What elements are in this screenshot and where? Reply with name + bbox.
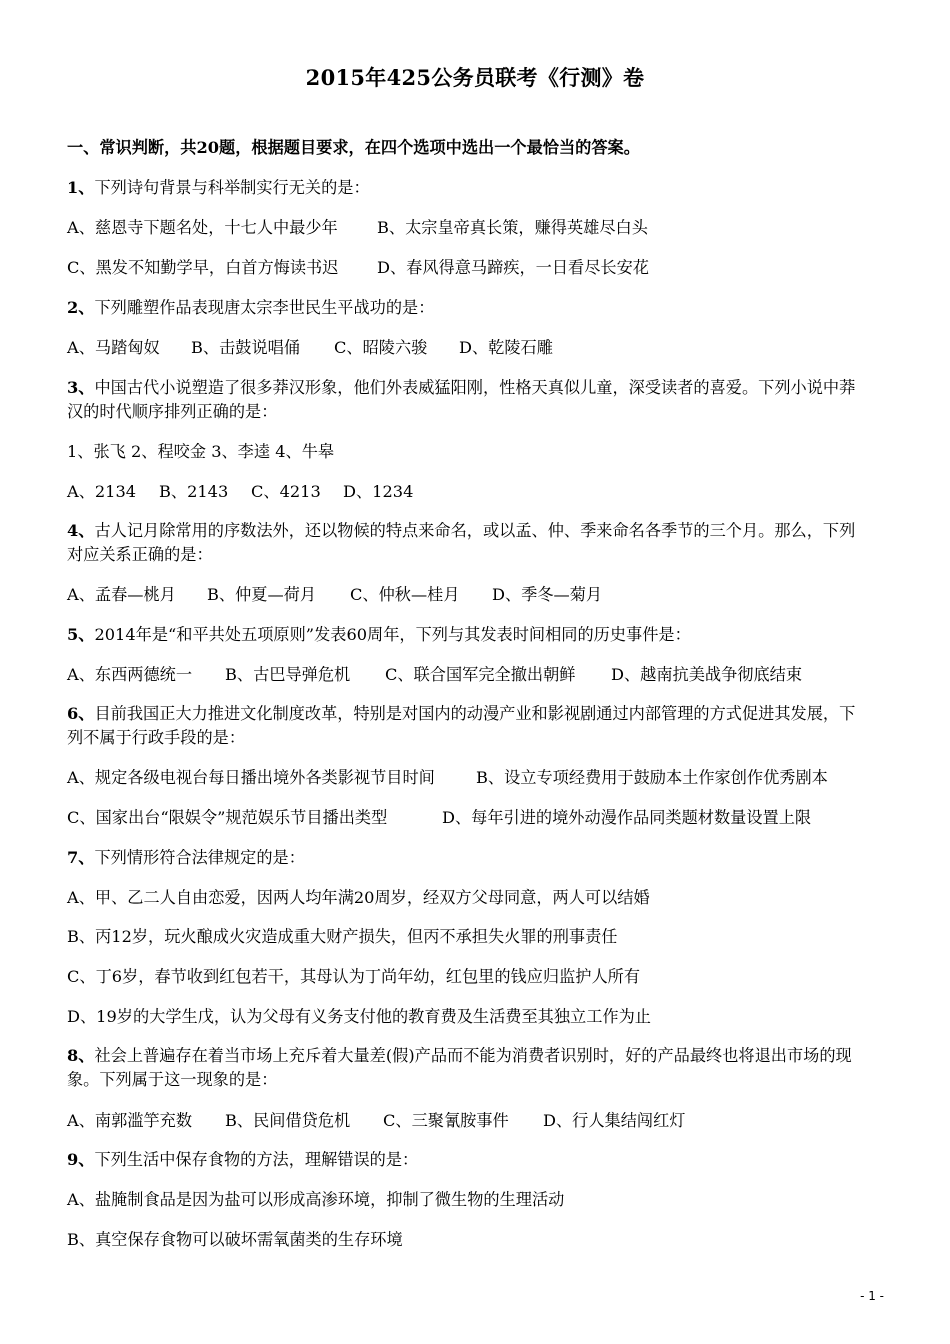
question-6 <box>67 701 885 727</box>
question-1-options-row1 <box>67 215 885 241</box>
question-4-line2: 对应关系正确的是： <box>67 545 213 564</box>
option-d: D、春风得意马蹄疾，一日看尽长安花 <box>377 258 649 277</box>
question-text: 下列诗句背景与科举制实行无关的是： <box>94 178 370 197</box>
option-c: C、国家出台“限娱令”规范娱乐节目播出类型 <box>67 808 388 827</box>
question-text: 下列情形符合法律规定的是： <box>94 848 305 867</box>
question-number: 8、 <box>67 1046 95 1065</box>
option-c: C、仲秋—桂月 <box>350 585 460 604</box>
question-3-options <box>67 479 885 505</box>
option-b: B、民间借贷危机 <box>225 1111 351 1130</box>
question-5 <box>67 622 885 648</box>
question-text-line1: 目前我国正大力推进文化制度改革，特别是对国内的动漫产业和影视剧通过内部管理的方式促进其发展，下 <box>94 704 856 723</box>
question-number: 2、 <box>67 298 95 317</box>
option-b: B、真空保存食物可以破坏需氧菌类的生存环境 <box>67 1230 403 1249</box>
option-a: A、2134 <box>67 482 137 501</box>
option-a: A、东西两德统一 <box>67 665 193 684</box>
option-b: B、设立专项经费用于鼓励本土作家创作优秀剧本 <box>476 768 828 787</box>
option-d: D、19岁的大学生戊，认为父母有义务支付他的教育费及生活费至其独立工作为止 <box>67 1007 651 1026</box>
option-c: C、4213 <box>251 482 321 501</box>
question-3-list: 1、张飞 2、程咬金 3、李逵 4、牛皋 <box>67 442 335 461</box>
question-8-options <box>67 1108 885 1134</box>
option-d: D、1234 <box>343 482 414 501</box>
option-a: A、马踏匈奴 <box>67 338 160 357</box>
question-text-line1: 社会上普遍存在着当市场上充斥着大量差(假)产品而不能为消费者识别时，好的产品最终也将退出市场的现 <box>94 1046 852 1065</box>
question-2 <box>67 295 885 321</box>
question-number: 5、 <box>67 625 95 644</box>
option-b: B、丙12岁，玩火酿成火灾造成重大财产损失，但丙不承担失火罪的刑事责任 <box>67 927 618 946</box>
option-a: A、慈恩寺下题名处，十七人中最少年 <box>67 218 338 237</box>
question-6-options-row1 <box>67 765 885 791</box>
question-1 <box>67 175 885 201</box>
question-7 <box>67 845 885 871</box>
question-number: 1、 <box>67 178 95 197</box>
question-number: 7、 <box>67 848 95 867</box>
question-text: 2014年是“和平共处五项原则”发表60周年，下列与其发表时间相同的历史事件是： <box>94 625 691 644</box>
option-b: B、仲夏—荷月 <box>207 585 317 604</box>
question-6-options-row2 <box>67 805 885 831</box>
option-c: C、三聚氰胺事件 <box>383 1111 509 1130</box>
option-c: C、丁6岁，春节收到红包若干，其母认为丁尚年幼，红包里的钱应归监护人所有 <box>67 967 641 986</box>
option-b: B、击鼓说唱俑 <box>191 338 301 357</box>
question-number: 9、 <box>67 1150 95 1169</box>
question-4-options <box>67 582 885 608</box>
option-d: D、乾陵石雕 <box>459 338 553 357</box>
option-b: B、太宗皇帝真长策，赚得英雄尽白头 <box>377 218 648 237</box>
question-5-options <box>67 662 885 688</box>
question-number: 3、 <box>67 378 95 397</box>
question-1-options-row2 <box>67 255 885 281</box>
question-text-line1: 古人记月除常用的序数法外，还以物候的特点来命名，或以孟、仲、季来命名各季节的三个月。那么，下列 <box>94 521 856 540</box>
question-8 <box>67 1043 885 1069</box>
option-a: A、南郭滥竽充数 <box>67 1111 193 1130</box>
option-b: B、2143 <box>159 482 229 501</box>
option-a: A、规定各级电视台每日播出境外各类影视节目时间 <box>67 768 435 787</box>
option-c: C、昭陵六骏 <box>334 338 428 357</box>
question-number: 6、 <box>67 704 95 723</box>
question-3 <box>67 375 885 401</box>
option-d: D、每年引进的境外动漫作品同类题材数量设置上限 <box>442 808 812 827</box>
option-d: D、越南抗美战争彻底结束 <box>611 665 803 684</box>
question-text: 下列雕塑作品表现唐太宗李世民生平战功的是： <box>94 298 435 317</box>
option-a: A、甲、乙二人自由恋爱，因两人均年满20周岁，经双方父母同意，两人可以结婚 <box>67 888 650 907</box>
page-title: 2015年425公务员联考《行测》卷 <box>305 65 645 90</box>
option-c: C、联合国军完全撤出朝鲜 <box>385 665 576 684</box>
option-d: D、行人集结闯红灯 <box>543 1111 686 1130</box>
option-d: D、季冬—菊月 <box>492 585 603 604</box>
option-c: C、黑发不知勤学早，白首方悔读书迟 <box>67 258 339 277</box>
question-4 <box>67 518 885 544</box>
section-heading: 一、常识判断，共20题，根据题目要求，在四个选项中选出一个最恰当的答案。 <box>67 138 640 157</box>
question-6-line2: 列不属于行政手段的是： <box>67 728 246 747</box>
question-9 <box>67 1147 885 1173</box>
question-2-options <box>67 335 885 361</box>
question-8-line2: 象。下列属于这一现象的是： <box>67 1070 278 1089</box>
page-number: - 1 - <box>860 1289 884 1303</box>
option-a: A、孟春—桃月 <box>67 585 176 604</box>
question-number: 4、 <box>67 521 95 540</box>
option-b: B、古巴导弹危机 <box>225 665 351 684</box>
question-3-line2: 汉的时代顺序排列正确的是： <box>67 402 278 421</box>
option-a: A、盐腌制食品是因为盐可以形成高渗环境，抑制了微生物的生理活动 <box>67 1190 565 1209</box>
question-text-line1: 中国古代小说塑造了很多莽汉形象，他们外表威猛阳刚，性格天真似儿童，深受读者的喜爱。下列小说中莽 <box>94 378 856 397</box>
question-text: 下列生活中保存食物的方法，理解错误的是： <box>94 1150 419 1169</box>
